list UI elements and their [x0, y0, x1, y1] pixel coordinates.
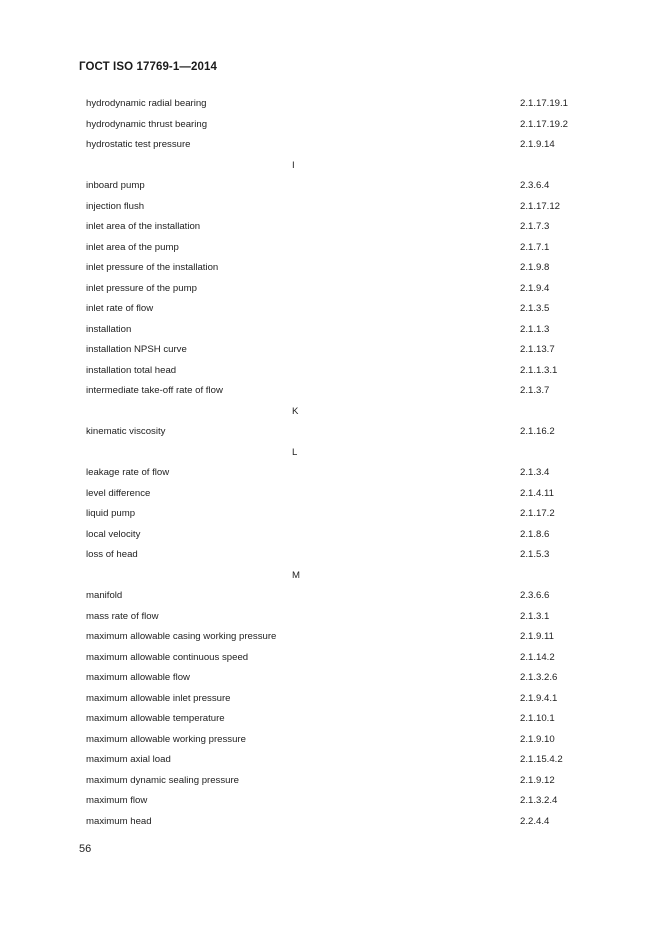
index-term: level difference [86, 487, 151, 499]
index-reference: 2.1.9.11 [520, 631, 554, 642]
index-reference: 2.1.15.4.2 [520, 754, 563, 765]
index-term: maximum axial load [86, 754, 171, 765]
index-reference: 2.1.9.4 [520, 282, 550, 294]
index-reference: 2.1.3.1 [520, 610, 550, 622]
index-reference: 2.3.6.6 [520, 590, 550, 601]
index-entry [0, 484, 661, 505]
index-reference: 2.2.4.4 [520, 815, 550, 827]
index-term: inboard pump [86, 180, 145, 191]
index-entry [0, 607, 661, 628]
index-reference: 2.1.3.5 [520, 303, 550, 314]
index-entry [0, 197, 661, 218]
index-entry [0, 504, 661, 525]
index-term: maximum flow [86, 795, 148, 806]
index-entry [0, 463, 661, 484]
index-term: maximum allowable flow [86, 672, 190, 683]
document-header: ГОСТ ISO 17769-1—2014 [79, 61, 217, 73]
index-entry [0, 258, 661, 279]
index-term: hydrodynamic thrust bearing [86, 118, 208, 130]
index-entry [0, 422, 661, 443]
letter-heading-text: L [292, 446, 298, 458]
index-reference: 2.1.1.3.1 [520, 364, 558, 376]
index-term: local velocity [86, 528, 141, 540]
index-entry [0, 176, 661, 197]
index-entry [0, 812, 661, 833]
index-entry [0, 668, 661, 689]
index-letter-heading [0, 156, 661, 177]
index-entry [0, 320, 661, 341]
index-term: leakage rate of flow [86, 467, 170, 478]
index-entry [0, 525, 661, 546]
index-entry [0, 279, 661, 300]
index-reference: 2.1.9.14 [520, 139, 555, 150]
index-reference: 2.1.7.1 [520, 241, 550, 253]
index-reference: 2.1.8.6 [520, 528, 550, 540]
index-entry [0, 586, 661, 607]
letter-heading-text: K [292, 405, 299, 417]
index-term: mass rate of flow [86, 610, 159, 622]
index-entry [0, 94, 661, 115]
index-term: maximum allowable inlet pressure [86, 692, 231, 704]
index-term: injection flush [86, 200, 145, 212]
index-entry [0, 115, 661, 136]
index-reference: 2.1.9.12 [520, 774, 555, 786]
index-term: inlet area of the installation [86, 221, 201, 232]
index-entry [0, 299, 661, 320]
index-term: kinematic viscosity [86, 426, 166, 437]
index-reference: 2.1.10.1 [520, 713, 555, 724]
index-term: inlet area of the pump [86, 241, 179, 253]
index-term: installation [86, 323, 132, 335]
index-term: installation NPSH curve [86, 344, 187, 355]
index-reference: 2.1.13.7 [520, 344, 555, 355]
index-term: maximum dynamic sealing pressure [86, 774, 240, 786]
index-reference: 2.1.14.2 [520, 651, 555, 663]
index-term: inlet pressure of the installation [86, 262, 219, 273]
index-reference: 2.1.17.19.1 [520, 98, 569, 109]
index-term: hydrodynamic radial bearing [86, 98, 207, 109]
index-reference: 2.1.5.3 [520, 549, 550, 560]
term-index [0, 94, 661, 832]
index-reference: 2.1.4.11 [520, 487, 554, 499]
index-term: maximum allowable working pressure [86, 733, 246, 745]
index-term: inlet pressure of the pump [86, 282, 197, 294]
index-entry [0, 627, 661, 648]
index-entry [0, 135, 661, 156]
index-term: maximum allowable temperature [86, 713, 225, 724]
index-reference: 2.1.16.2 [520, 426, 555, 437]
letter-heading-text: I [292, 159, 295, 171]
index-term: manifold [86, 590, 123, 601]
index-reference: 2.3.6.4 [520, 180, 550, 191]
index-entry [0, 361, 661, 382]
index-letter-heading [0, 566, 661, 587]
index-term: maximum head [86, 815, 152, 827]
index-reference: 2.1.3.2.4 [520, 795, 558, 806]
index-term: loss of head [86, 549, 138, 560]
index-entry [0, 340, 661, 361]
index-entry [0, 771, 661, 792]
index-entry [0, 238, 661, 259]
index-term: liquid pump [86, 508, 136, 519]
letter-heading-text: M [292, 569, 300, 581]
index-reference: 2.1.3.2.6 [520, 672, 558, 683]
index-entry [0, 648, 661, 669]
index-entry [0, 791, 661, 812]
index-reference: 2.1.17.2 [520, 508, 555, 519]
page-number: 56 [79, 843, 92, 855]
index-term: intermediate take-off rate of flow [86, 385, 223, 396]
index-term: inlet rate of flow [86, 303, 154, 314]
index-entry [0, 381, 661, 402]
index-reference: 2.1.3.4 [520, 467, 550, 478]
index-reference: 2.1.7.3 [520, 221, 550, 232]
index-term: maximum allowable continuous speed [86, 651, 249, 663]
index-letter-heading [0, 443, 661, 464]
index-entry [0, 730, 661, 751]
index-entry [0, 750, 661, 771]
index-reference: 2.1.17.19.2 [520, 118, 569, 130]
index-reference: 2.1.9.8 [520, 262, 550, 273]
index-entry [0, 217, 661, 238]
index-entry [0, 709, 661, 730]
index-entry [0, 545, 661, 566]
index-term: maximum allowable casing working pressure [86, 631, 277, 642]
index-reference: 2.1.17.12 [520, 200, 561, 212]
index-reference: 2.1.1.3 [520, 323, 550, 335]
index-entry [0, 689, 661, 710]
index-term: hydrostatic test pressure [86, 139, 191, 150]
index-reference: 2.1.9.10 [520, 733, 555, 745]
index-term: installation total head [86, 364, 177, 376]
index-reference: 2.1.3.7 [520, 385, 550, 396]
index-letter-heading [0, 402, 661, 423]
index-reference: 2.1.9.4.1 [520, 692, 558, 704]
